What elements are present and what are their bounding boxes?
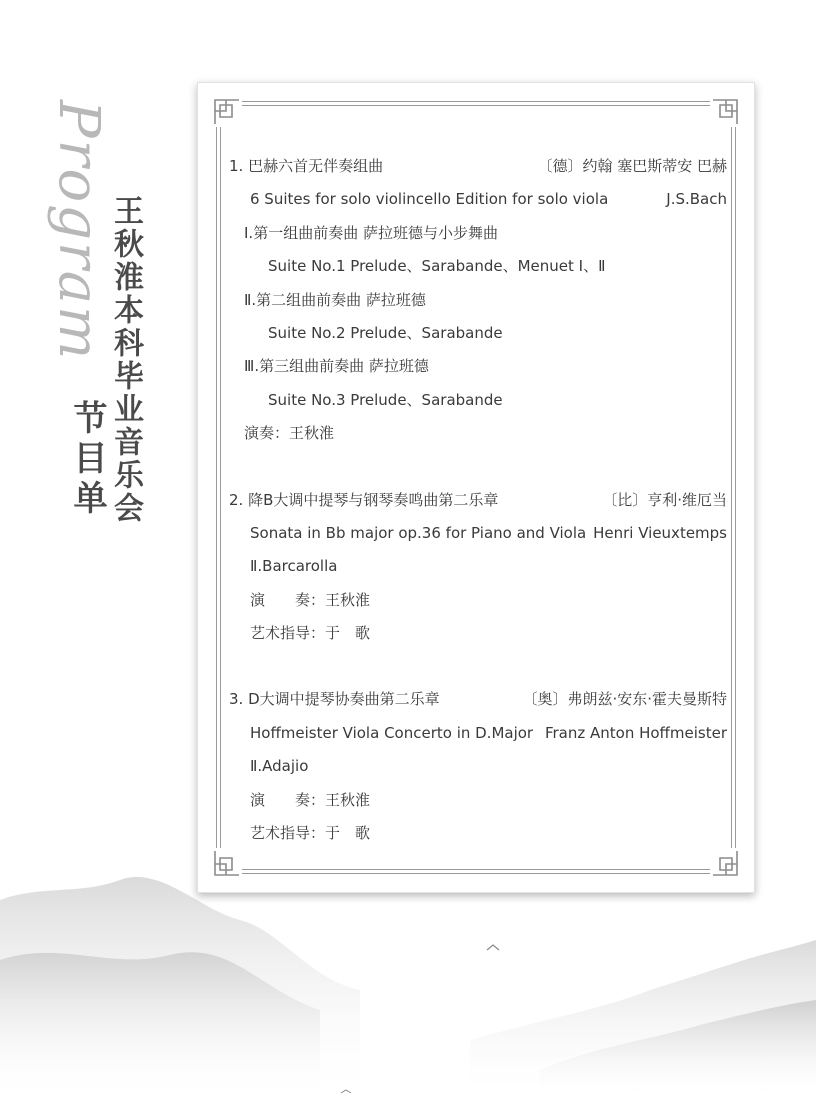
piece-title: 1. 巴赫六首无伴奏组曲 — [229, 157, 384, 175]
fret-corner-ornament-icon — [710, 97, 740, 127]
program-list — [229, 150, 727, 883]
program-script-word: Program — [46, 100, 111, 362]
piece-title-en: 6 Suites for solo violincello Edition for solo viola — [250, 190, 609, 209]
composer-en: J.S.Bach — [666, 190, 727, 209]
movement: Ⅱ.Adajio — [250, 757, 309, 776]
performer-credit: 演 奏：王秋淮 — [250, 790, 371, 809]
movement-en: Suite No.2 Prelude、Sarabande — [268, 323, 503, 342]
program-item-3 — [229, 683, 727, 850]
program-item-1 — [229, 150, 727, 451]
performer-credit: 演奏：王秋淮 — [244, 424, 335, 443]
movement-cn: Ⅰ.第一组曲前奏曲 萨拉班德与小步舞曲 — [244, 223, 498, 242]
composer-en: Franz Anton Hoffmeister — [544, 723, 727, 742]
piece-title-en: Sonata in Bb major op.36 for Piano and Viola — [250, 523, 587, 542]
piece-title-line — [229, 683, 727, 716]
piece-title: 3. D大调中提琴协奏曲第二乐章 — [229, 690, 440, 709]
piece-title: 2. 降B大调中提琴与钢琴奏鸣曲第二乐章 — [229, 490, 499, 509]
composer-en: Henri Vieuxtemps — [593, 523, 727, 542]
composer-cn: 〔比〕亨利·维厄当 — [602, 490, 727, 509]
program-item-2 — [229, 484, 727, 651]
piece-title-en: Hoffmeister Viola Concerto in D.Major — [250, 723, 534, 742]
side-title — [40, 90, 150, 560]
piece-title-en-line — [229, 717, 727, 750]
concert-title: 王秋淮本科毕业音乐会 — [108, 195, 143, 525]
program-label: 节目单 — [67, 400, 107, 520]
fret-corner-ornament-icon — [212, 97, 242, 127]
movement-en: Suite No.1 Prelude、Sarabande、Menuet Ⅰ、Ⅱ — [268, 257, 606, 276]
piece-title-line — [229, 150, 727, 183]
movement: Ⅱ.Barcarolla — [250, 557, 338, 576]
performer-credit: 演 奏：王秋淮 — [250, 590, 371, 609]
movement-en: Suite No.3 Prelude、Sarabande — [268, 390, 503, 409]
piece-title-en-line — [229, 517, 727, 550]
piece-title-line — [229, 484, 727, 517]
accompanist-credit: 艺术指导：于 歌 — [250, 624, 371, 643]
accompanist-credit: 艺术指导：于 歌 — [250, 824, 371, 843]
composer-cn: 〔奥〕弗朗兹·安东·霍夫曼斯特 — [522, 690, 727, 709]
movement-cn: Ⅱ.第二组曲前奏曲 萨拉班德 — [244, 290, 426, 309]
movement-cn: Ⅲ.第三组曲前奏曲 萨拉班德 — [244, 357, 429, 376]
piece-title-en-line — [229, 183, 727, 216]
program-card — [197, 82, 755, 893]
composer-cn: 〔德〕约翰 塞巴斯蒂安 巴赫 — [537, 157, 727, 175]
